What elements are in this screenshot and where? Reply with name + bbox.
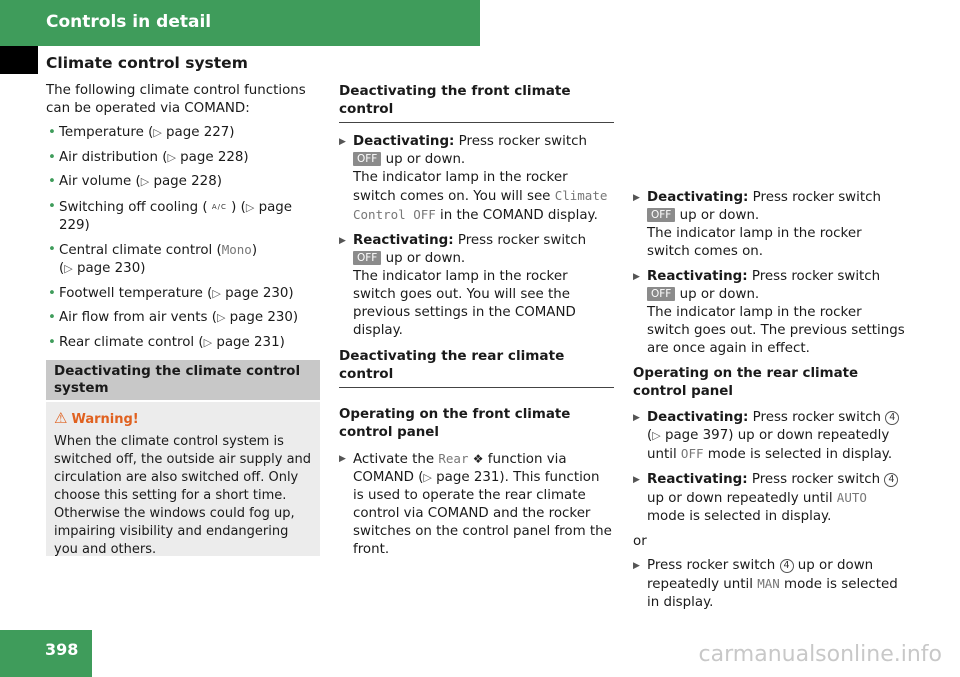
page-ref-icon: ▷ — [167, 150, 176, 164]
rear-reactivating-step: ▶ Reactivating: Press rocker switch OFF up or down. The indicator lamp in the rocker switch goes out. The previous settings are once again in effect. — [633, 268, 908, 358]
climate-off-heading: Deactivating the climate control system — [46, 360, 320, 400]
rocker-switch-4-icon: 4 — [780, 559, 794, 573]
off-key: OFF — [353, 152, 381, 166]
rear-deactivating-step: ▶ Deactivating: Press rocker switch OFF up or down. The indicator lamp in the rocker switch comes on. — [633, 189, 908, 261]
function-list — [46, 124, 321, 352]
column-right — [633, 189, 908, 619]
front-deactivating-step: ▶ Deactivating: Press rocker switch OFF up or down. The indicator lamp in the rocker switch comes on. You will see Climate Control OFF in the COMAND display. — [339, 133, 614, 225]
warning-text: When the climate control system is switched off, the outside air supply and circulation are also switched off. Only choose this setting for a short time. Otherwise the windows could fog up, impairing visibility and endangering you and others. — [54, 434, 312, 557]
warning-title: ⚠ Warning! — [54, 409, 139, 427]
page-ref-icon: ▷ — [245, 200, 255, 214]
rear-panel-alternative-step: ▶ Press rocker switch 4 up or down repeatedly until MAN mode is selected in display. — [633, 557, 908, 612]
off-key: OFF — [647, 287, 675, 301]
list-item: • Temperature (▷ page 227) — [46, 124, 321, 142]
list-item: • Air volume (▷ page 228) — [46, 173, 321, 191]
rear-activate-step: ▶ Activate the Rear ❖ function via COMAND (▷ page 231). This function is used to operate the rear climate control via COMAND and the rocker switches on the control panel from the front. — [339, 450, 614, 559]
chapter-title: Controls in detail — [46, 12, 212, 32]
rocker-switch-4-icon: 4 — [885, 411, 899, 425]
page-ref-icon: ▷ — [203, 335, 213, 349]
rear-panel-deactivating-step: ▶ Deactivating: Press rocker switch 4 (▷ page 397) up or down repeatedly until OFF mode is selected in display. — [633, 409, 908, 464]
rocker-switch-4-icon: 4 — [884, 473, 898, 487]
column-left — [46, 82, 321, 358]
front-climate-heading: Deactivating the front climate control — [339, 82, 614, 123]
list-item: • Switching off cooling ( A/C ) (▷ page 229) — [46, 198, 321, 235]
list-item: • Footwell temperature (▷ page 230) — [46, 285, 321, 303]
front-reactivating-step: ▶ Reactivating: Press rocker switch OFF up or down. The indicator lamp in the rocker switch goes out. You will see the previous settings in the COMAND display. — [339, 232, 614, 340]
page-number: 398 — [45, 640, 79, 659]
page-ref-icon: ▷ — [140, 175, 150, 188]
column-middle — [339, 82, 614, 566]
page-ref-icon: ▷ — [153, 126, 162, 139]
rear-panel-reactivating-step: ▶ Reactivating: Press rocker switch 4 up or down repeatedly until AUTO mode is selected in display. — [633, 471, 908, 526]
page-ref-icon: ▷ — [64, 262, 73, 275]
list-item: • Air flow from air vents (▷ page 230) — [46, 309, 321, 327]
page-ref-icon: ▷ — [652, 429, 661, 442]
section-marker — [0, 46, 38, 74]
list-item: • Rear climate control (▷ page 231) — [46, 334, 321, 352]
rear-panel-subheading: Operating on the rear climate control panel — [633, 366, 859, 399]
rear-fan-icon: ❖ — [472, 452, 484, 466]
warning-triangle-icon: ⚠ — [54, 409, 68, 427]
ac-off-icon: A/C — [211, 202, 227, 211]
page-ref-icon: ▷ — [212, 286, 221, 300]
page-ref-icon: ▷ — [423, 471, 432, 484]
watermark: carmanualsonline.info — [698, 642, 942, 667]
rear-climate-heading: Deactivating the rear climate control — [339, 347, 614, 388]
intro-text: The following climate control functions can be operated via COMAND: — [46, 83, 306, 116]
front-panel-subheading: Operating on the front climate control panel — [339, 407, 571, 440]
page-ref-icon: ▷ — [216, 311, 226, 324]
or-text: or — [633, 534, 647, 549]
section-title: Climate control system — [46, 54, 248, 72]
off-key: OFF — [353, 251, 381, 265]
off-key: OFF — [647, 208, 675, 222]
warning-box — [46, 402, 320, 556]
list-item: • Central climate control (Mono) (▷ page 230) — [46, 241, 321, 278]
list-item: • Air distribution (▷ page 228) — [46, 149, 321, 167]
